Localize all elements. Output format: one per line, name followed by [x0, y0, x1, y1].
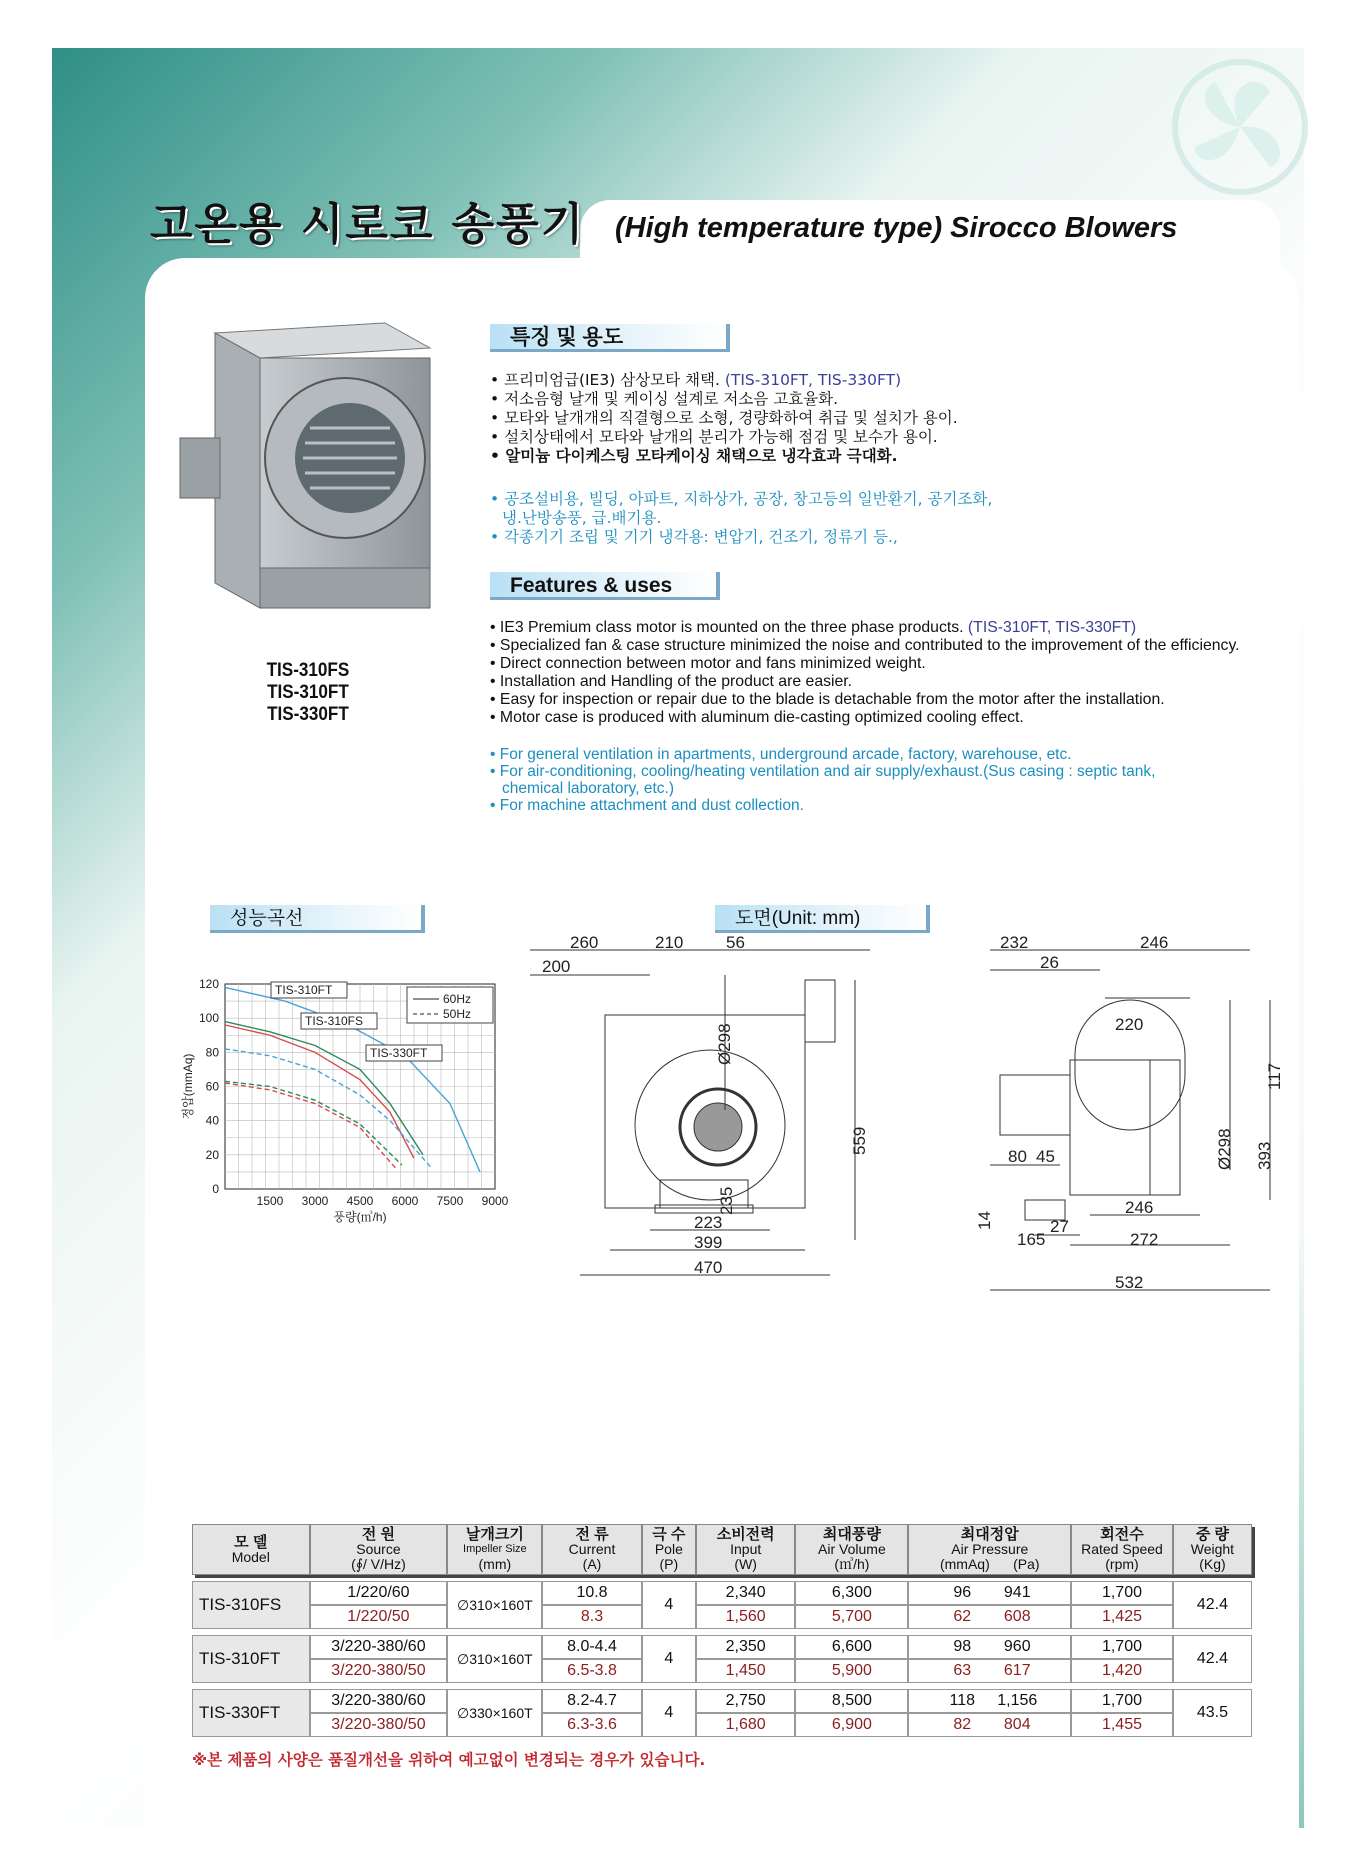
list-item: • For air-conditioning, cooling/heating ventilation and air supply/exhaust.(Sus casing : septic tank,: [490, 763, 1155, 780]
dim-label: 210: [655, 933, 684, 952]
y-tick-label: 100: [198, 1011, 219, 1026]
cell-mmaq-60: 96: [953, 1584, 972, 1601]
cell-current-50: 6.5-3.8: [542, 1659, 641, 1683]
th-air-pressure: [908, 1524, 1071, 1575]
x-tick-label: 3000: [301, 1194, 329, 1208]
th-ko: 소비전력: [716, 1526, 775, 1543]
front-base: [655, 1205, 753, 1213]
front-hub: [694, 1103, 742, 1151]
th-ko: 전 류: [575, 1526, 609, 1543]
th-unit: (mmAq) (Pa): [939, 1556, 1040, 1572]
legend-50hz: 50Hz: [443, 1007, 472, 1021]
list-item: chemical laboratory, etc.): [502, 780, 674, 797]
dim-label: 232: [1000, 933, 1029, 952]
list-item: • For general ventilation in apartments, underground arcade, factory, warehouse, etc.: [490, 746, 1155, 763]
cell-input-50: 1,560: [696, 1605, 795, 1629]
dim-label: 470: [694, 1258, 723, 1277]
list-item: • Installation and Handling of the product are easier.: [490, 673, 1240, 691]
th-en: Weight: [1190, 1541, 1235, 1557]
cell-volume-60: 6,300: [795, 1581, 908, 1605]
dim-label: 200: [542, 957, 571, 976]
cell-source-50: 3/220-380/50: [310, 1713, 448, 1737]
list-item: • 모타와 날개개의 직결형으로 소형, 경량화하여 취급 및 설치가 용이.: [490, 409, 958, 428]
uses-en-list: [490, 746, 1155, 814]
uses-ko-list: [490, 490, 992, 547]
cell-input-60: 2,350: [696, 1635, 795, 1659]
th-current: [542, 1524, 641, 1575]
list-item: • Specialized fan & case structure minimized the noise and contributed to the improvement of the efficiency.: [490, 637, 1240, 655]
features-ko-list: [490, 371, 958, 466]
notice-text: ※본 제품의 사양은 품질개선을 위하여 예고없이 변경되는 경우가 있습니다.: [192, 1751, 706, 1769]
th-en: Air Pressure: [951, 1541, 1029, 1557]
cell-pole: 4: [642, 1635, 696, 1683]
annotation-label: TIS-310FT: [275, 983, 333, 997]
dim-label: 56: [726, 933, 745, 952]
cell-current-50: 8.3: [542, 1605, 641, 1629]
th-ko: 최대풍량: [822, 1526, 881, 1543]
cell-rpm-50: 1,455: [1071, 1713, 1173, 1737]
th-unit: (Kg): [1199, 1556, 1226, 1572]
cell-volume-50: 6,900: [795, 1713, 908, 1737]
cell-pressure-50: [908, 1713, 1071, 1737]
th-unit: (∮/ V/Hz): [351, 1556, 406, 1572]
model-name: TIS-310FT: [267, 682, 349, 703]
dim-label: Ø298: [715, 1023, 734, 1065]
dim-label: [530, 957, 531, 976]
dim-label: 235: [717, 1186, 736, 1215]
dim-label: 14: [975, 1211, 994, 1230]
list-item: [490, 619, 1240, 637]
list-item-text: IE3 Premium class motor is mounted on the three phase products.: [499, 619, 964, 636]
th-en: Model: [231, 1548, 270, 1565]
th-weight: [1173, 1524, 1252, 1575]
page-title-ko: 고온용 시로코 송풍기: [150, 199, 586, 250]
origin-label: 0: [212, 1182, 219, 1196]
cell-pa-50: 804: [1003, 1716, 1031, 1733]
table-row: [192, 1605, 1252, 1629]
spec-table: [192, 1524, 1252, 1737]
model-name: TIS-330FT: [267, 704, 349, 725]
dim-label: 260: [570, 933, 599, 952]
cell-source-50: 1/220/50: [310, 1605, 448, 1629]
y-axis-label: 정압(mmAq): [181, 1053, 195, 1120]
th-pole: [642, 1524, 696, 1575]
th-en: Source: [356, 1541, 401, 1557]
dim-label: 393: [1255, 1141, 1274, 1170]
dim-label: 117: [1265, 1062, 1284, 1090]
th-ko: 최대정압: [960, 1526, 1019, 1543]
cell-pressure-50: [908, 1605, 1071, 1629]
y-tick-label: 60: [205, 1079, 219, 1094]
dim-label: 165: [1017, 1230, 1046, 1249]
list-item: • For machine attachment and dust collection.: [490, 797, 1155, 814]
y-tick-label: 20: [205, 1147, 219, 1162]
drawing-heading: 도면(Unit: mm): [715, 905, 930, 933]
x-tick-label: 9000: [481, 1194, 509, 1208]
cell-source-60: 1/220/60: [310, 1581, 448, 1605]
th-unit: (mm): [478, 1556, 512, 1572]
dim-label: 45: [1036, 1147, 1055, 1166]
th-source: [310, 1524, 448, 1575]
cell-impeller: ∅310×160T: [447, 1581, 542, 1629]
th-en: Rated Speed: [1081, 1541, 1163, 1557]
cell-input-50: 1,680: [696, 1713, 795, 1737]
th-ko: 극 수: [652, 1526, 686, 1543]
cell-rpm-50: 1,420: [1071, 1659, 1173, 1683]
side-motor: [1000, 1075, 1070, 1135]
dimension-drawing: [530, 930, 1290, 1350]
cell-rpm-50: 1,425: [1071, 1605, 1173, 1629]
cell-impeller: ∅330×160T: [447, 1689, 542, 1737]
cell-volume-50: 5,700: [795, 1605, 908, 1629]
th-ko: 중 량: [1195, 1526, 1229, 1543]
performance-heading: 성능곡선: [210, 905, 425, 933]
th-en: Pole: [654, 1541, 683, 1557]
list-item: • 저소음형 날개 및 케이싱 설계로 저소음 고효율화.: [490, 390, 958, 409]
features-en-heading: Features & uses: [490, 572, 720, 600]
th-impeller: [447, 1524, 542, 1575]
dim-label: 559: [850, 1126, 869, 1155]
cell-mmaq-60: 118: [949, 1692, 976, 1709]
x-tick-label: 4500: [346, 1194, 374, 1208]
side-back: [1150, 1060, 1180, 1195]
th-en: Air Volume: [818, 1541, 886, 1557]
features-en-list: [490, 619, 1240, 727]
cell-model: TIS-310FS: [192, 1581, 310, 1629]
th-unit: (㎥/h): [834, 1556, 870, 1572]
list-item: • 설치상태에서 모타와 날개의 분리가 가능해 점검 및 보수가 용이.: [490, 428, 958, 447]
annotation-label: TIS-310FS: [305, 1014, 364, 1028]
cell-pressure-60: [908, 1635, 1071, 1659]
cell-impeller: ∅310×160T: [447, 1635, 542, 1683]
list-item: • 알미늄 다이케스팅 모타케이싱 채택으로 냉각효과 극대화.: [490, 447, 958, 466]
cell-mmaq-60: 98: [953, 1638, 972, 1655]
th-air-volume: [795, 1524, 908, 1575]
side-housing: [1070, 1060, 1150, 1195]
th-unit: (A): [582, 1556, 602, 1572]
y-tick-label: 40: [205, 1113, 219, 1128]
cell-pressure-50: [908, 1659, 1071, 1683]
list-item-models: (TIS-310FT, TIS-330FT): [967, 619, 1137, 636]
cell-pa-60: 960: [1003, 1638, 1031, 1655]
features-ko-heading: 특징 및 용도: [490, 324, 730, 352]
x-tick-label: 7500: [436, 1194, 464, 1208]
cell-input-50: 1,450: [696, 1659, 795, 1683]
cell-current-50: 6.3-3.6: [542, 1713, 641, 1737]
dim-label: 220: [1115, 1015, 1144, 1034]
cell-current-60: 8.0-4.4: [542, 1635, 641, 1659]
th-ko: 회전수: [1100, 1526, 1144, 1543]
cell-weight: 42.4: [1173, 1635, 1252, 1683]
cell-volume-60: 6,600: [795, 1635, 908, 1659]
list-item: • Easy for inspection or repair due to the blade is detachable from the motor after the installation.: [490, 691, 1240, 709]
x-axis-label: 풍량(㎥/h): [333, 1210, 387, 1224]
model-name: TIS-310FS: [266, 660, 350, 681]
cell-weight: 42.4: [1173, 1581, 1252, 1629]
spec-body: [192, 1581, 1252, 1737]
th-en: Impeller Size: [463, 1543, 527, 1555]
cell-source-50: 3/220-380/50: [310, 1659, 448, 1683]
cell-mmaq-50: 82: [953, 1716, 972, 1733]
dim-label: 399: [694, 1233, 723, 1252]
cell-pole: 4: [642, 1689, 696, 1737]
cell-source-60: 3/220-380/60: [310, 1689, 448, 1713]
cell-model: TIS-330FT: [192, 1689, 310, 1737]
cell-model: TIS-310FT: [192, 1635, 310, 1683]
product-model-names: [262, 660, 354, 726]
cell-current-60: 8.2-4.7: [542, 1689, 641, 1713]
dim-label: 246: [1125, 1198, 1154, 1217]
dim-label: 27: [1050, 1217, 1069, 1236]
cell-pole: 4: [642, 1581, 696, 1629]
cell-mmaq-50: 63: [953, 1662, 972, 1679]
th-model: [192, 1524, 310, 1575]
th-ko: 전 원: [361, 1526, 396, 1543]
cell-input-60: 2,750: [696, 1689, 795, 1713]
dim-label: Ø298: [1215, 1128, 1234, 1170]
cell-source-60: 3/220-380/60: [310, 1635, 448, 1659]
list-item-models: (TIS-310FT, TIS-330FT): [724, 371, 902, 389]
cell-pressure-60: [908, 1581, 1071, 1605]
table-row: [192, 1659, 1252, 1683]
table-row: [192, 1581, 1252, 1605]
th-ko: 날개크기: [465, 1526, 524, 1543]
cell-mmaq-50: 62: [953, 1608, 972, 1625]
performance-chart: [180, 960, 530, 1260]
th-rated-speed: [1071, 1524, 1173, 1575]
cell-rpm-60: 1,700: [1071, 1689, 1173, 1713]
front-outlet: [805, 980, 835, 1042]
cell-volume-60: 8,500: [795, 1689, 908, 1713]
legend-60hz: 60Hz: [443, 992, 472, 1006]
cell-pa-60: 941: [1003, 1584, 1031, 1601]
cell-rpm-60: 1,700: [1071, 1635, 1173, 1659]
dim-label: 26: [1040, 953, 1059, 972]
x-tick-label: 1500: [256, 1194, 284, 1208]
product-image: [175, 318, 440, 623]
dim-label: 532: [1115, 1273, 1144, 1292]
th-unit: (P): [659, 1556, 679, 1572]
cell-pa-50: 617: [1003, 1662, 1031, 1679]
dim-label: 80: [1008, 1147, 1027, 1166]
cell-current-60: 10.8: [542, 1581, 641, 1605]
cell-pa-60: 1,156: [997, 1692, 1038, 1709]
list-item: • 공조설비용, 빌딩, 아파트, 지하상가, 공장, 창고등의 일반환기, 공기조화,: [490, 490, 992, 509]
list-item-text: 프리미엄급(IE3) 삼상모타 채택.: [504, 371, 720, 389]
cell-rpm-60: 1,700: [1071, 1581, 1173, 1605]
list-item: [490, 371, 958, 390]
list-item: 냉.난방송풍, 급.배기용.: [502, 509, 662, 527]
cell-input-60: 2,340: [696, 1581, 795, 1605]
y-tick-label: 80: [205, 1045, 219, 1060]
spec-header-row: [192, 1524, 1252, 1575]
cell-volume-50: 5,900: [795, 1659, 908, 1683]
table-row: [192, 1635, 1252, 1659]
x-tick-label: 6000: [391, 1194, 419, 1208]
cell-weight: 43.5: [1173, 1689, 1252, 1737]
th-en: Input: [730, 1541, 762, 1557]
fan-logo-icon: [1160, 52, 1310, 202]
page-title-en: (High temperature type) Sirocco Blowers: [615, 212, 1178, 244]
list-item: • Motor case is produced with aluminum die-casting optimized cooling effect.: [490, 709, 1240, 727]
dim-label: 246: [1140, 933, 1169, 952]
th-unit: (W): [734, 1556, 757, 1572]
dim-label: 272: [1130, 1230, 1159, 1249]
th-ko: 모 델: [234, 1533, 268, 1551]
list-item: • Direct connection between motor and fans minimized weight.: [490, 655, 1240, 673]
th-input: [696, 1524, 795, 1575]
th-unit: (rpm): [1105, 1556, 1139, 1572]
annotation-label: TIS-330FT: [370, 1046, 428, 1060]
table-row: [192, 1713, 1252, 1737]
cell-pressure-60: [908, 1689, 1071, 1713]
list-item: • 각종기기 조립 및 기기 냉각용: 변압기, 건조기, 정류기 등.,: [490, 528, 992, 547]
th-en: Current: [568, 1541, 616, 1557]
cell-pa-50: 608: [1003, 1608, 1031, 1625]
dim-label: 223: [694, 1213, 723, 1232]
y-tick-label: 120: [198, 977, 219, 991]
table-row: [192, 1689, 1252, 1713]
